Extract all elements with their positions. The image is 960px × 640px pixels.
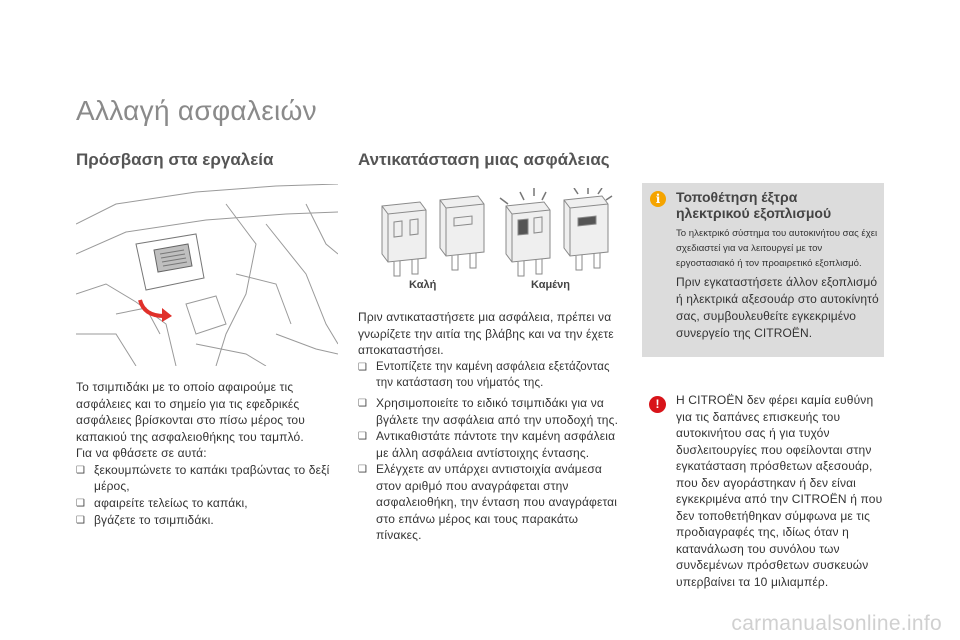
- warning-text: Η CITROËN δεν φέρει καμία ευθύνη για τις δαπάνες επισκευής του αυτοκινήτου σας ή για τυχόν δυσλειτουργίες που οφείλονται στην εγκατάσταση πρόσθετων αξεσουάρ, που δεν αγοράστηκαν ή δεν είναι εγκεκριμένα από την CITROËN ή που δεν τοποθετήθηκαν σύμφωνα με τις προδιαγραφές της, ιδίως όταν η κατανάλωση του συνόλου των συνδεμένων πρόσθετων συσκευών υπερβαίνει τα 10 μιλιαμπέρ.: [676, 393, 883, 589]
- fuse-comparison-illustration: [360, 188, 620, 298]
- info-large-text: Πριν εγκαταστήσετε άλλον εξοπλισμό ή ηλεκτρικά αξεσουάρ στο αυτοκίνητό σας, συμβουλευθείτε εγκεκριμένο συνεργείο της CITROËN.: [676, 275, 879, 340]
- access-instructions: [76, 379, 338, 530]
- watermark: carmanualsonline.info: [731, 612, 942, 635]
- info-small-text: Το ηλεκτρικό σύστημα του αυτοκινήτου σας έχει σχεδιαστεί για να λειτουργεί με τον εργοστασιακό ή τον προαιρετικό εξοπλισμό.: [676, 228, 878, 269]
- red-arrow-icon: [136, 294, 176, 324]
- fuse-label-blown: Καμένη: [531, 279, 570, 291]
- warning-icon: !: [649, 396, 666, 413]
- checkbox-bullet-icon: ❑: [76, 497, 86, 509]
- info-box: [642, 183, 884, 357]
- checkbox-bullet-icon: ❑: [76, 464, 86, 476]
- replace-heading: Αντικατάσταση μιας ασφάλειας: [358, 150, 610, 169]
- list-item: ❑ Ελέγχετε αν υπάρχει αντιστοιχία ανάμεσα στον αριθμό που αναγράφεται στην ασφαλειοθήκη, την ένταση που αναγράφεται στο επάνω μέρος και τους παρακάτω πίνακες.: [358, 462, 618, 542]
- access-intro: Το τσιμπιδάκι με το οποίο αφαιρούμε τις ασφάλειες και το σημείο για τις εφεδρικές ασφάλειες βρίσκονται στο πίσω μέρος του καπακιού της ασφαλειοθήκης του ταμπλό.: [76, 380, 305, 444]
- info-icon: i: [650, 191, 666, 207]
- fuse-label-good: Καλή: [409, 279, 437, 291]
- list-item: ❑ αφαιρείτε τελείως το καπάκι,: [76, 495, 338, 513]
- checkbox-bullet-icon: ❑: [358, 464, 368, 475]
- replace-intro: Πριν αντικαταστήσετε μια ασφάλεια, πρέπει να γνωρίζετε την αιτία της βλάβης και να την έχετε αποκαταστήσει.: [358, 310, 614, 357]
- list-item: ❑ Αντικαθιστάτε πάντοτε την καμένη ασφάλεια με άλλη ασφάλεια αντίστοιχης έντασης.: [358, 429, 616, 460]
- blown-fuse-icon: [500, 188, 550, 276]
- checkbox-bullet-icon: ❑: [76, 515, 86, 526]
- list-item: ❑ ξεκουμπώνετε το καπάκι τραβώντας το δεξί μέρος,: [76, 462, 330, 493]
- checkbox-bullet-icon: ❑: [358, 398, 368, 409]
- replace-intro-block: [358, 309, 624, 392]
- access-steps-intro: Για να φθάσετε σε αυτά:: [76, 446, 207, 460]
- dashboard-fuse-cover-illustration: [76, 184, 338, 366]
- info-title: Τοποθέτηση έξτρα ηλεκτρικού εξοπλισμού: [676, 189, 832, 221]
- access-heading: Πρόσβαση στα εργαλεία: [76, 150, 274, 169]
- list-item: ❑ Χρησιμοποιείτε το ειδικό τσιμπιδάκι για να βγάλετε την ασφάλεια από την υποδοχή της.: [358, 396, 619, 427]
- checkbox-bullet-icon: ❑: [358, 431, 368, 442]
- list-item: ❑ Εντοπίζετε την καμένη ασφάλεια εξετάζοντας την κατάσταση του νήματός της.: [358, 360, 610, 389]
- page-title: Αλλαγή ασφαλειών: [76, 95, 317, 126]
- good-fuse-icon: [382, 202, 426, 276]
- list-item: ❑ βγάζετε το τσιμπιδάκι.: [76, 512, 338, 530]
- replace-steps: [358, 395, 624, 544]
- checkbox-bullet-icon: ❑: [358, 361, 368, 373]
